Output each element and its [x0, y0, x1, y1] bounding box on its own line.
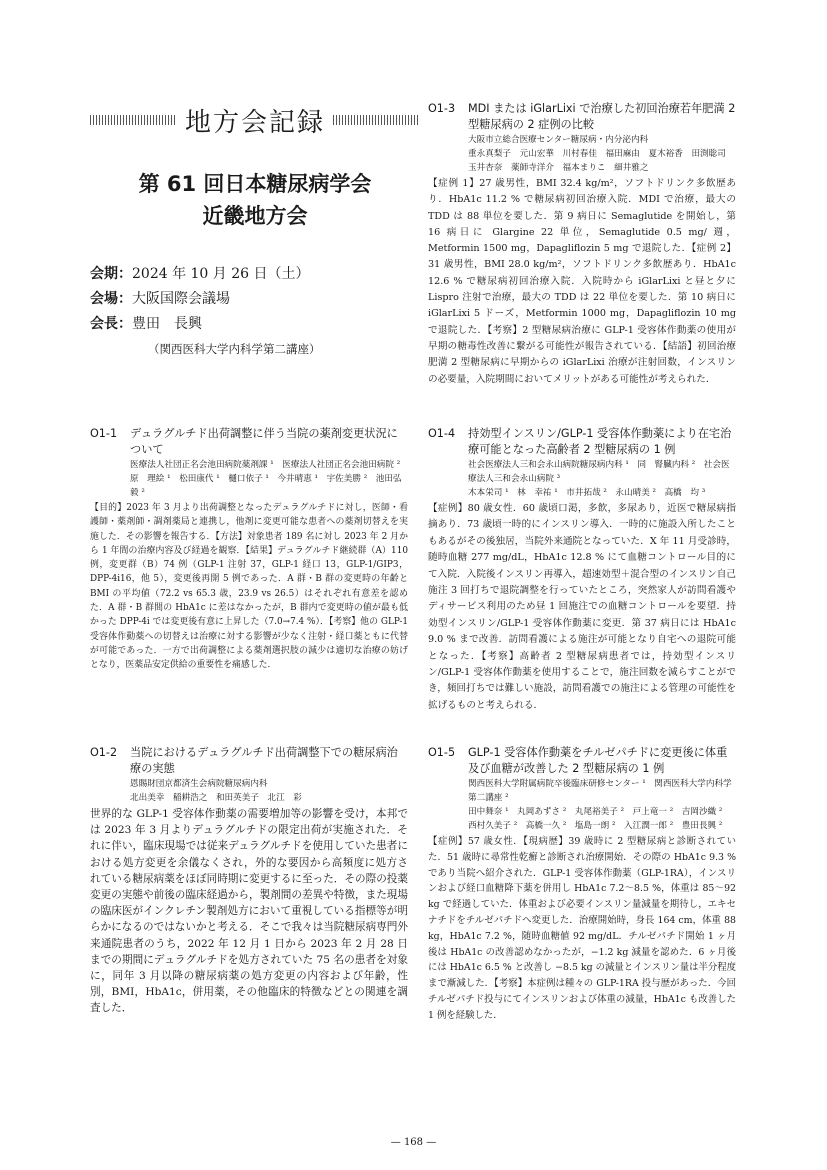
abstract-number: O1-3	[428, 102, 456, 115]
abstract-affiliation: 大阪市立総合医療センター糖尿病・内分泌内科	[468, 135, 649, 145]
abstract-heading	[428, 745, 736, 777]
abstract-o1-2	[90, 745, 408, 1017]
abstract-title: 持効型インスリン/GLP-1 受容体作動薬により在宅治療可能となった高齢者 2 型糖尿病の 1 例	[468, 427, 732, 456]
abstract-title: MDI または iGlarLixi で治療した初回治療若年肥満 2 型糖尿病の 2 症例の比較	[468, 102, 736, 131]
decorative-rule-right	[333, 115, 420, 125]
abstract-affiliation: 医療法人社団正名会池田病院薬剤課 ¹ 医療法人社団正名会池田病院 ²	[130, 460, 401, 470]
abstract-o1-5	[428, 745, 736, 1024]
section-title-text: 地方会記録	[185, 107, 326, 138]
conference-title-line-2: 近畿地方会	[202, 204, 308, 228]
abstract-body: 【症例】80 歳女性．60 歳頃口渇，多飲，多尿あり，近医で糖尿病指摘あり．73 歳頃一時的にインスリン導入．一時的に施設入所したこともあるがその後独居，当院外来通院となっていた．X 年 11 月受診時，随時血糖 277 mg/dL，HbA1c 12.8 % にて血糖コントロール目的にて入院．入院後インスリン再導入，超速効型＋混合型のインスリン自己施注 3 回打ちで退院調整を行っていたところ，突然家人が訪問看護やディサービス利用のため昼 1 回施注での血糖コントロールを要望．持効型インスリン/GLP-1 受容体作動薬に変更．第 37 病日には HbA1c 9.0 % まで改善．訪問看護による施注が可能となり自宅への退院可能となった．【考察】高齢者 2 型糖尿病患者では，持効型インスリン/GLP-1 受容体作動薬を使用することで，施注回数を減らすことができ，頻回打ちでは難しい施設，訪問看護での施注による管理の可能性を拡げるものと考えられる．	[428, 503, 736, 711]
conference-title-line-1: 第 61 回日本糖尿病学会	[138, 172, 372, 196]
abstract-authors: 田中舞奈 ¹ 丸岡あずさ ² 丸尾裕美子 ² 戸上竜一 ² 吉岡沙織 ² 西村久美子 ² 高橋一久 ² 塩島一朗 ² 入江潤一郎 ² 豊田長興 ²	[468, 807, 731, 831]
section-title	[90, 100, 420, 140]
abstract-title: 当院におけるデュラグルチド出荷調整下での糖尿病治療の実態	[130, 746, 398, 775]
abstract-authors: 原 理絵 ¹ 松田康代 ¹ 樋口依子 ¹ 今井晴恵 ¹ 宇佐美勝 ² 池田弘毅 ²	[130, 474, 402, 498]
abstract-body: 【症例 1】27 歳男性，BMI 32.4 kg/m²，ソフトドリンク多飲歴あり．HbA1c 11.2 % で糖尿病初回治療入院．MDI で治療，最大の TDD は 88 単位を要した．第 9 病日に Semaglutide を開始し，第 16 病日に Glargine 22 単位，Semaglutide 0.5 mg/ 週，Metformin 1500 mg，Dapagliflozin 5 mg で退院した．【症例 2】31 歳男性，BMI 28.0 kg/m²，ソフトドリンク多飲歴あり．HbA1c 12.6 % で糖尿病初回治療入院．入院時から iGlarLixi と昼と夕に Lispro 注射で治療，最大の TDD は 22 単位を要した．第 10 病日に iGlarLixi 5 ドーズ，Metformin 1000 mg，Dapagliflozin 10 mg で退院した．【考察】2 型糖尿病治療に GLP-1 受容体作動薬の使用が早期の糖毒性改善に繋がる可能性が報告されている．【結語】初回治療肥満 2 型糖尿病に早期からの iGlarLixi 治療が注射回数，インスリンの必要量，入院期間においてメリットがある可能性が考えられた．	[428, 178, 736, 385]
abstract-o1-3	[428, 101, 736, 388]
venue-value: 大阪国際会議場	[132, 291, 230, 307]
page-number: — 168 —	[390, 1137, 437, 1148]
chair-value: 豊田 長興	[132, 316, 202, 332]
abstract-o1-4	[428, 426, 736, 714]
chair-row	[90, 312, 420, 337]
conference-title	[90, 168, 420, 232]
abstract-body: 【症例】57 歳女性．【現病歴】39 歳時に 2 型糖尿病と診断されていた．51 歳時に尋常性乾癬と診断され治療開始．その際の HbA1c 9.3 % であり当院へ紹介された．GLP-1 受容体作動薬（GLP-1RA），インスリンおよび経口血糖降下薬を併用し HbA1c 7.2～8.5 %，体重は 85～92 kg で経過していた．体重および必要インスリン量減量を期待し，エキセナチドをチルゼパチドへ変更した．治療開始時，身長 164 cm，体重 88 kg，HbA1c 7.2 %，随時血糖値 92 mg/dL．チルゼパチド開始 1 ヶ月後は HbA1c の改善認めなかったが，−1.2 kg 減量を認めた．6 ヶ月後には HbA1c 6.5 % と改善し −8.5 kg の減量とインスリン量は半分程度まで漸減した．【考察】本症例は種々の GLP-1RA 投与歴があった．今回チルゼパチド投与にてインスリンおよび体重の減量，HbA1c も改善した 1 例を経験した．	[428, 836, 736, 1021]
abstract-o1-1	[90, 426, 408, 673]
abstract-number: O1-4	[428, 427, 456, 440]
abstract-authors: 重永真梨子 元山宏華 川村春佳 福田麻由 夏木裕香 田渕聡司 玉井杏奈 薬師寺洋介 福本まりこ 細井雅之	[468, 149, 735, 173]
abstract-heading	[428, 101, 736, 133]
chair-label: 会長：	[90, 316, 132, 332]
venue-label: 会場：	[90, 291, 132, 307]
chair-affiliation: （関西医科大学内科学第二講座）	[148, 342, 321, 356]
abstract-number: O1-2	[90, 746, 118, 759]
abstract-body: 【目的】2023 年 3 月より出荷調整となったデュラグルチドに対し，医師・看護師・薬剤師・調剤薬局と連携し，他剤に変更可能な患者への薬剤切替えを実施した．その影響を報告する．【方法】対象患者 189 名に対し 2023 年 2 月から 1 年間の治療内容及び経過を観察．【結果】デュラグルチド継続群（A）110 例，変更群（B）74 例（GLP-1 注射 37，GLP-1 経口 13，GLP-1/GIP3，DPP-4i16，他 5），変更後再開 5 例であった．A 群・B 群の変更時の年齢と BMI の平均値（72.2 vs 65.3 歳，23.9 vs 26.5）はそれぞれ有意差を認めた．A 群・B 群間の HbA1c に差はなかったが，B 群内で変更時の値が最も低かった DPP-4i では変更後有意に上昇した（7.0→7.4 %）．【考察】他の GLP-1 受容体作動薬への切替えは治療に対する影響が少なく注射・経口薬ともに代替が可能であった．一方で出荷調整による薬剤選択肢の減少は適切な治療の妨げとなり，医薬品安定供給の重要性を痛感した．	[90, 503, 408, 671]
conference-info	[90, 262, 420, 362]
abstract-body: 世界的な GLP-1 受容体作動薬の需要増加等の影響を受け，本邦では 2023 年 3 月よりデュラグルチドの限定出荷が実施された．それに伴い，臨床現場では従来デュラグルチドを使用していた患者における処方変更を余儀なくされ，外的な要因から高頻度に処方されている糖尿病薬をほぼ同時期に変更するに至った．その際の投薬変更の実態や前後の臨床経過から，製剤間の差異や特徴，また現場の臨床医がインクレチン製剤処方において重視している指標等が明らかになるのではないかと考える．そこで我々は当院糖尿病専門外来通院患者のうち，2022 年 12 月 1 日から 2023 年 2 月 28 日までの期間にデュラグルチドを処方されていた 75 名の患者を対象に，同年 3 月以降の糖尿病薬の処方変更の内容および年齢，性別，BMI，HbA1c，併用薬，その他臨床的特徴などとの関連を調査した．	[90, 808, 408, 1015]
abstract-affiliation: 恩賜財団京都済生会病院糖尿病内科	[130, 779, 268, 789]
abstract-number: O1-1	[90, 427, 118, 440]
abstract-heading	[428, 426, 736, 458]
abstract-authors: 木本栄司 ¹ 林 幸祐 ¹ 市井拓哉 ² 永山晴美 ² 高橋 均 ³	[468, 488, 706, 498]
venue-row	[90, 287, 420, 312]
abstract-title: デュラグルチド出荷調整に伴う当院の薬剤変更状況について	[130, 427, 398, 456]
abstract-number: O1-5	[428, 746, 456, 759]
abstract-heading	[90, 426, 408, 458]
abstract-title: GLP-1 受容体作動薬をチルゼパチドに変更後に体重及び血糖が改善した 2 型糖尿病の 1 例	[468, 746, 728, 775]
abstract-affiliation: 関西医科大学附属病院卒後臨床研修センター ¹ 関西医科大学内科学第二講座 ²	[468, 779, 732, 803]
abstract-affiliation: 社会医療法人三和会永山病院糖尿病内科 ¹ 同 腎臓内科 ² 社会医療法人三和会永山病院 ³	[468, 460, 730, 484]
abstract-heading	[90, 745, 408, 777]
decorative-rule-left	[90, 115, 177, 125]
date-row	[90, 262, 420, 287]
date-label: 会期：	[90, 266, 132, 282]
abstract-authors: 北出美幸 稲耕浩之 和田英美子 北江 彩	[130, 793, 302, 803]
date-value: 2024 年 10 月 26 日（土）	[132, 266, 310, 282]
